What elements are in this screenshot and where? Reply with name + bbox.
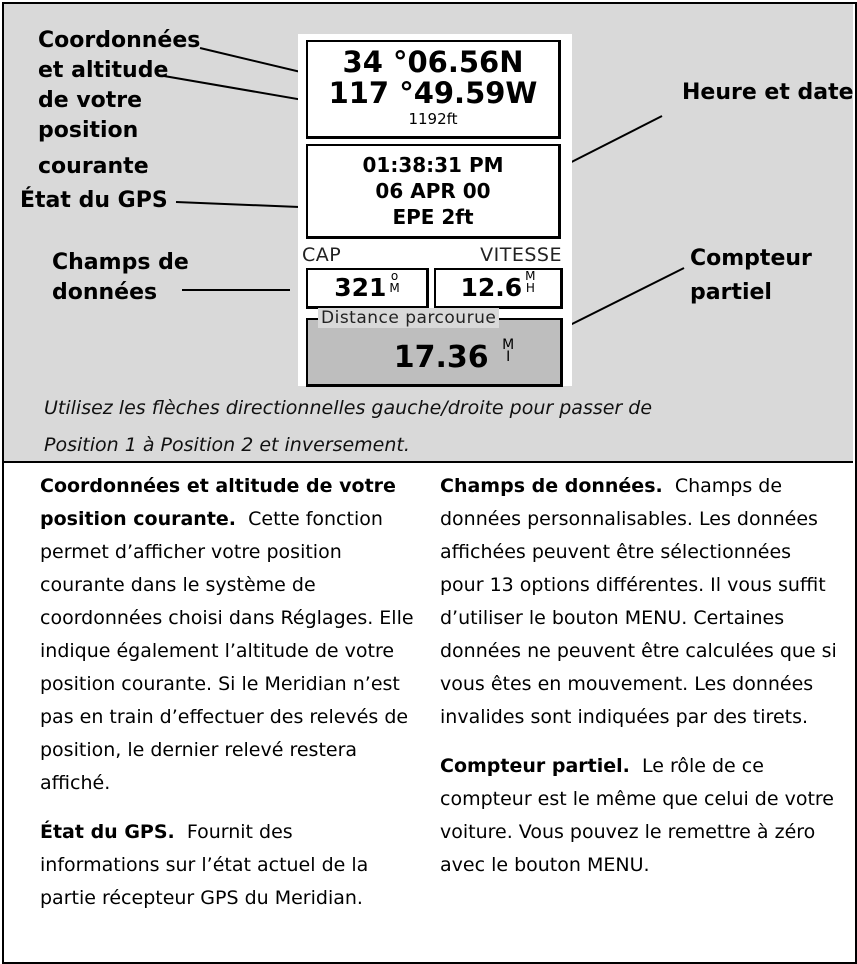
callout-gps-state: État du GPS <box>20 188 168 213</box>
epe-status: EPE 2ft <box>392 205 474 229</box>
paragraph-gps-title: État du GPS. <box>40 821 175 843</box>
leader-trip <box>564 268 684 328</box>
caption-line: Position 1 à Position 2 et inversement. <box>44 434 410 456</box>
altitude: 1192ft <box>408 110 458 128</box>
callout-coords-line: et altitude <box>38 58 169 83</box>
callout-coords <box>38 26 200 182</box>
callout-coords-line: position <box>38 118 139 143</box>
paragraph-trip-title: Compteur partiel. <box>440 755 630 777</box>
paragraph-trip-body: Le rôle de ce compteur est le même que celui de votre voiture. Vous pouvez le remettre à zéro avec le bouton MENU. <box>440 755 834 876</box>
callout-trip-line: Compteur <box>690 246 812 271</box>
paragraph-fields-body: Champs de données personnalisables. Les données affichées peuvent être sélectionnées pour 13 options différentes. Il vous suffit d’utiliser le bouton MENU. Certaines données ne peuvent être calculées que si vous êtes en mouvement. Les données invalides sont indiquées par des tirets. <box>440 475 837 728</box>
callout-data-fields <box>52 248 189 308</box>
paragraph-gps <box>40 816 418 915</box>
field2-unit <box>525 270 535 294</box>
paragraph-trip <box>440 750 840 882</box>
callout-data-fields-line: données <box>52 280 158 305</box>
paragraph-fields <box>440 470 840 734</box>
paragraph-coords-body: Cette fonction permet d’afficher votre position courante dans le système de coordonnées choisi dans Réglages. Elle indique également l’altitude de votre position courante. Si le Meridian n’est pas en train d’effectuer des relevés de position, le dernier relevé restera affiché. <box>40 508 414 794</box>
field1-unit-top: o <box>390 269 399 283</box>
callout-coords-line: Coordonnées <box>38 28 201 53</box>
position-box <box>306 40 561 139</box>
trip-unit <box>502 339 514 363</box>
gps-figure <box>4 4 853 463</box>
date: 06 APR 00 <box>375 179 491 203</box>
caption-line: Utilisez les flèches directionnelles gauche/droite pour passer de <box>44 397 653 419</box>
callout-time-date: Heure et date <box>682 80 854 105</box>
data-field-1[interactable] <box>306 268 429 309</box>
callout-data-fields-line: Champs de <box>52 250 189 275</box>
field1-value: 321 <box>334 273 387 302</box>
time: 01:38:31 PM <box>362 153 504 177</box>
trip-unit-bottom: I <box>506 349 511 365</box>
longitude: 117 °49.59W <box>328 76 538 110</box>
paragraph-coords-title: Coordonnées et altitude de votre position courante. <box>40 475 396 530</box>
field1-label: CAP <box>302 244 342 266</box>
data-field-2[interactable] <box>434 268 563 309</box>
trip-counter-box <box>306 308 563 387</box>
trip-label: Distance parcourue <box>318 308 499 328</box>
callout-coords-line: courante <box>38 154 149 179</box>
trip-value: 17.36 <box>393 340 489 375</box>
time-date-box <box>306 144 561 239</box>
paragraph-coords <box>40 470 418 800</box>
figure-caption <box>44 390 824 464</box>
latitude: 34 °06.56N <box>342 45 524 79</box>
field1-unit <box>389 270 399 294</box>
field2-unit-top: M <box>525 269 536 283</box>
trip-value-line <box>308 338 560 378</box>
callout-trip <box>690 244 812 308</box>
left-column <box>40 470 418 931</box>
right-column <box>440 470 840 898</box>
callout-coords-line: de votre <box>38 88 143 113</box>
field1-unit-bottom: M <box>389 281 400 295</box>
trip-unit-top: M <box>502 337 515 353</box>
callout-trip-line: partiel <box>690 280 772 305</box>
paragraph-fields-title: Champs de données. <box>440 475 663 497</box>
gps-screen <box>298 34 572 386</box>
field2-unit-bottom: H <box>525 281 535 295</box>
field2-value: 12.6 <box>460 273 523 302</box>
field2-label: VITESSE <box>480 244 562 266</box>
paragraph-gps-body: Fournit des informations sur l’état actuel de la partie récepteur GPS du Meridian. <box>40 821 369 909</box>
